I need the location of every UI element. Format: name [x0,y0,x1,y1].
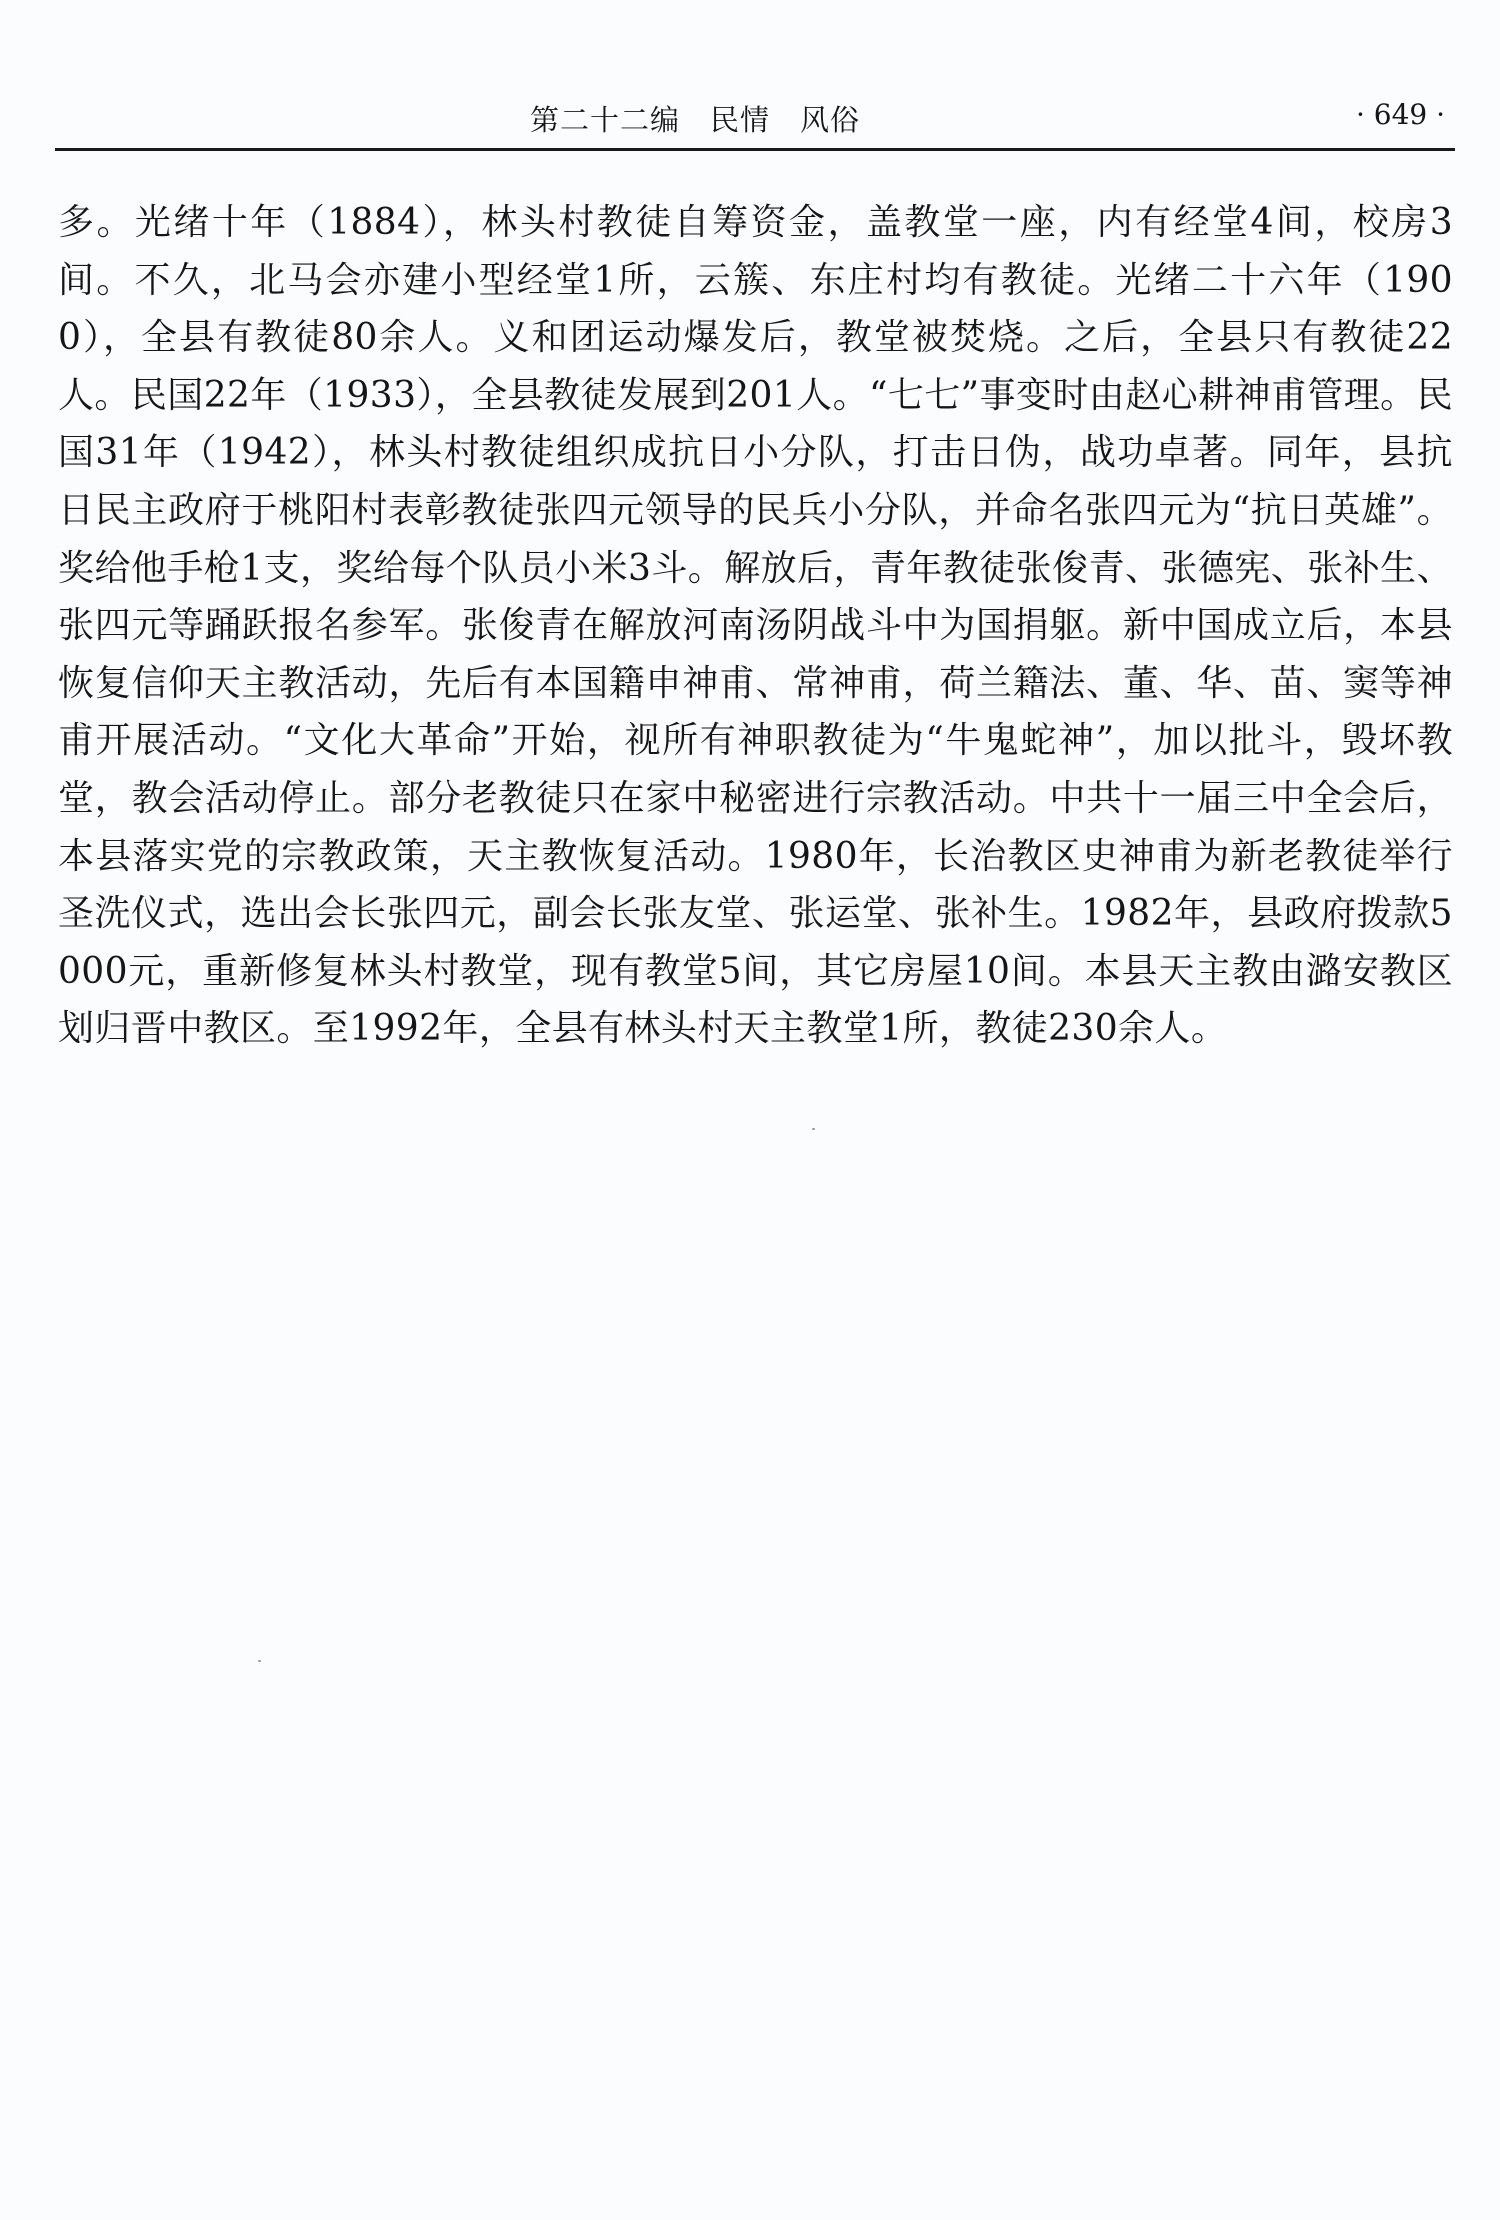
body-paragraph: 多。光绪十年（1884），林头村教徒自筹资金，盖教堂一座，内有经堂4间，校房3间。不久，北马会亦建小型经堂1所，云簇、东庄村均有教徒。光绪二十六年（1900），全县有教徒80余人。义和团运动爆发后，教堂被焚烧。之后，全县只有教徒22人。民国22年（1933），全县教徒发展到201人。“七七”事变时由赵心耕神甫管理。民国31年（1942），林头村教徒组织成抗日小分队，打击日伪，战功卓著。同年，县抗日民主政府于桃阳村表彰教徒张四元领导的民兵小分队，并命名张四元为“抗日英雄”。奖给他手枪1支，奖给每个队员小米3斗。解放后，青年教徒张俊青、张德宪、张补生、张四元等踊跃报名参军。张俊青在解放河南汤阴战斗中为国捐躯。新中国成立后，本县恢复信仰天主教活动，先后有本国籍申神甫、常神甫，荷兰籍法、董、华、苗、窦等神甫开展活动。“文化大革命”开始，视所有神职教徒为“牛鬼蛇神”，加以批斗，毁坏教堂，教会活动停止。部分老教徒只在家中秘密进行宗教活动。中共十一届三中全会后，本县落实党的宗教政策，天主教恢复活动。1980年，长治教区史神甫为新老教徒举行圣洗仪式，选出会长张四元，副会长张友堂、张运堂、张补生。1982年，县政府拨款5000元，重新修复林头村教堂，现有教堂5间，其它房屋10间。本县天主教由潞安教区划归晋中教区。至1992年，全县有林头村天主教堂1所，教徒230余人。 [58,202,1453,1050]
header-rule [55,148,1455,151]
chapter-title: 第二十二编 民情 风俗 [529,103,860,137]
scan-speck [812,1128,815,1130]
scan-speck [258,1660,261,1662]
running-header [55,92,1455,142]
page-number: · 649 · [1355,98,1445,131]
